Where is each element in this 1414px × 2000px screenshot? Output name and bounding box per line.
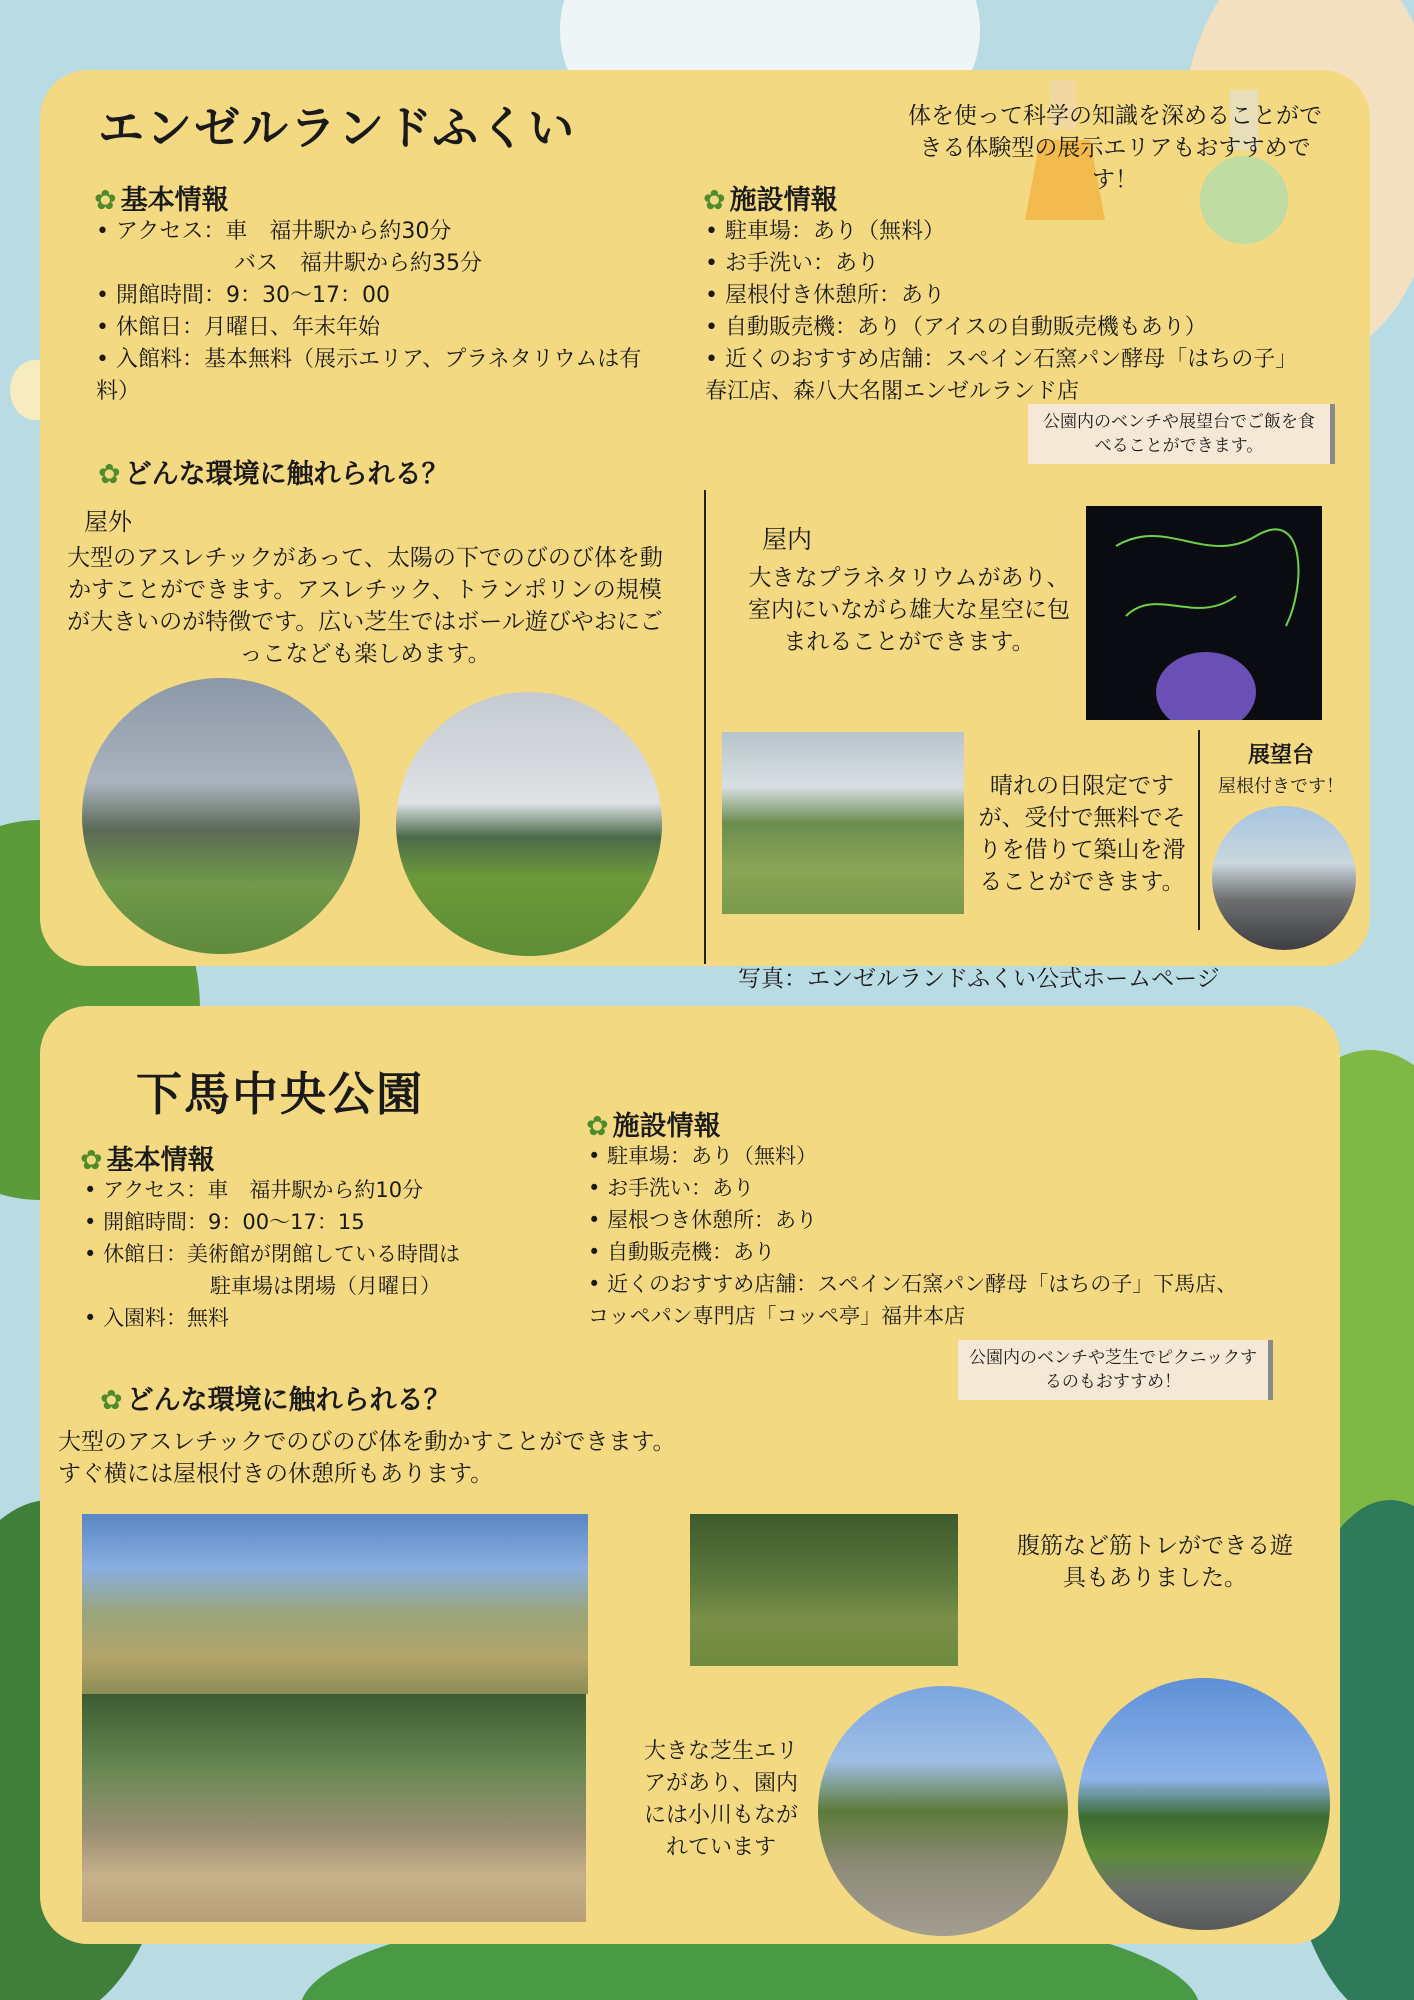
section2-facility-note: 公園内のベンチや芝生でピクニックするのもおすすめ！ bbox=[958, 1340, 1273, 1400]
info-fee-text: 入園料：無料 bbox=[103, 1306, 230, 1330]
section2-facility-heading-text: 施設情報 bbox=[612, 1111, 721, 1142]
photo-playground-trees bbox=[82, 1694, 586, 1922]
leaf-icon: ✿ bbox=[94, 185, 117, 216]
indoor-label: 屋内 bbox=[762, 525, 813, 554]
facility-toilet: • お手洗い：あり bbox=[588, 1172, 1238, 1204]
intro-note: 体を使って科学の知識を深めることができる体験型の展示エリアもおすすめです！ bbox=[908, 103, 1322, 193]
facility-toilet: • お手洗い：あり bbox=[705, 248, 1315, 280]
section2-facility-heading bbox=[586, 1104, 721, 1143]
facility-vending: • 自動販売機：あり（アイスの自動販売機もあり） bbox=[705, 312, 1315, 344]
photo-sled-hill bbox=[722, 732, 964, 914]
info-access: • アクセス：車 福井駅から約10分 bbox=[84, 1178, 424, 1202]
info-access-car: • アクセス：車 福井駅から約30分 bbox=[96, 219, 452, 244]
section1-facility-list bbox=[705, 216, 1315, 408]
section1-basic-info bbox=[96, 216, 666, 408]
section1-env-heading-text: どんな環境に触れられる？ bbox=[124, 459, 449, 490]
info-hours: • 開館時間：9：00～17：15 bbox=[84, 1210, 365, 1234]
divider bbox=[1198, 730, 1200, 930]
divider bbox=[704, 490, 706, 964]
tower-sub: 屋根付きです！ bbox=[1218, 776, 1344, 797]
facility-shops: • 近くのおすすめ店舗：スペイン石窯パン酵母「はちの子」下馬店、コッペパン専門店「コッペ亭」福井本店 bbox=[588, 1268, 1238, 1332]
photo-athletic-structure bbox=[82, 1514, 588, 1694]
info-closed-text: 休館日：月曜日、年末年始 bbox=[115, 315, 380, 340]
section1-facility-heading bbox=[703, 178, 838, 217]
facility-parking: • 駐車場：あり（無料） bbox=[588, 1140, 1238, 1172]
photo-fitness-equipment bbox=[690, 1514, 958, 1666]
info-closed-detail: 駐車場は閉場（月曜日） bbox=[210, 1274, 441, 1298]
section1-title: エンゼルランドふくい bbox=[98, 101, 577, 155]
info-access-car-text: アクセス：車 福井駅から約30分 bbox=[115, 219, 452, 244]
photo-lawn-tree bbox=[1078, 1678, 1330, 1930]
indoor-text: 大きなプラネタリウムがあり、室内にいながら雄大な星空に包まれることができます。 bbox=[748, 565, 1070, 655]
lawn-text: 大きな芝生エリアがあり、園内には小川もながれています bbox=[643, 1739, 798, 1860]
photo-observatory bbox=[1212, 806, 1356, 950]
info-fee: • 入館料：基本無料（展示エリア、プラネタリウムは有料） bbox=[96, 347, 642, 404]
section2-env-heading bbox=[100, 1378, 451, 1417]
leaf-icon: ✿ bbox=[98, 459, 121, 490]
photo-lawn-shelter bbox=[396, 692, 662, 956]
tower-label: 展望台 bbox=[1247, 743, 1314, 768]
leaf-icon: ✿ bbox=[586, 1111, 609, 1142]
section2-basic-info bbox=[84, 1174, 604, 1334]
info-closed: • 休館日：月曜日、年末年始 bbox=[96, 315, 380, 340]
info-hours: • 開館時間：9：30～17：00 bbox=[96, 283, 390, 308]
section1-facility-note: 公園内のベンチや展望台でご飯を食べることができます。 bbox=[1028, 404, 1335, 464]
section1-basic-heading-text: 基本情報 bbox=[120, 185, 229, 216]
info-closed: • 休館日：美術館が閉館している時間は bbox=[84, 1242, 461, 1266]
env-text-2: すぐ横には屋根付きの休憩所もあります。 bbox=[58, 1461, 494, 1487]
info-fee-text: 入館料：基本無料（展示エリア、プラネタリウムは有料） bbox=[96, 347, 642, 404]
section2-basic-heading bbox=[80, 1138, 215, 1177]
facility-parking: • 駐車場：あり（無料） bbox=[705, 216, 1315, 248]
section1-env-heading bbox=[98, 452, 449, 491]
facility-shops: • 近くのおすすめ店舗：スペイン石窯パン酵母「はちの子」春江店、森八大名閣エンゼルランド店 bbox=[705, 344, 1315, 408]
info-fee: • 入園料：無料 bbox=[84, 1306, 230, 1330]
env-text-1: 大型のアスレチックでのびのび体を動かすことができます。 bbox=[58, 1429, 676, 1455]
section2-facility-list bbox=[588, 1140, 1238, 1332]
fitness-text: 腹筋など筋トレができる遊具もありました。 bbox=[1017, 1533, 1293, 1591]
sled-text: 晴れの日限定ですが、受付で無料でそりを借りて築山を滑ることができます。 bbox=[978, 773, 1186, 895]
info-access-bus: バス 福井駅から約35分 bbox=[234, 251, 482, 276]
outdoor-label: 屋外 bbox=[84, 508, 132, 536]
section2-title: 下馬中央公園 bbox=[136, 1067, 424, 1121]
outdoor-text: 大型のアスレチックがあって、太陽の下でのびのび体を動かすことができます。アスレチック、トランポリンの規模が大きいのが特徴です。広い芝生ではボール遊びやおにごっこなども楽しめます。 bbox=[67, 545, 663, 667]
photo-planetarium bbox=[1086, 506, 1322, 720]
section1-facility-heading-text: 施設情報 bbox=[729, 185, 838, 216]
facility-vending: • 自動販売機：あり bbox=[588, 1236, 1238, 1268]
info-hours-text: 開館時間：9：00～17：15 bbox=[103, 1210, 365, 1234]
info-closed-text: 休館日：美術館が閉館している時間は bbox=[103, 1242, 461, 1266]
photo-credit: 写真：エンゼルランドふくい公式ホームページ bbox=[738, 966, 1220, 992]
leaf-icon: ✿ bbox=[100, 1385, 123, 1416]
section1-basic-heading bbox=[94, 178, 229, 217]
section2-env-heading-text: どんな環境に触れられる？ bbox=[126, 1385, 451, 1416]
info-hours-text: 開館時間：9：30～17：00 bbox=[115, 283, 390, 308]
facility-rest-area: • 屋根付き休憩所：あり bbox=[705, 280, 1315, 312]
section2-basic-heading-text: 基本情報 bbox=[106, 1145, 215, 1176]
leaf-icon: ✿ bbox=[703, 185, 726, 216]
info-access-text: アクセス：車 福井駅から約10分 bbox=[103, 1178, 424, 1202]
facility-rest-area: • 屋根つき休憩所：あり bbox=[588, 1204, 1238, 1236]
leaf-icon: ✿ bbox=[80, 1145, 103, 1176]
photo-stream-path bbox=[818, 1686, 1068, 1936]
photo-athletic-building bbox=[82, 678, 360, 954]
